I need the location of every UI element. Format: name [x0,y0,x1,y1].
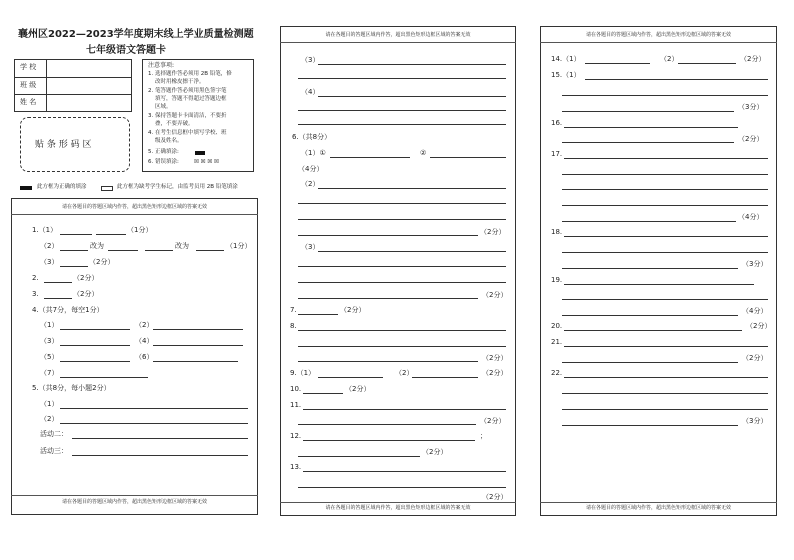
barcode-label: 贴 条 形 码 区 [35,140,92,150]
note-line: 填写，答题不得超过答题边框 [155,96,227,102]
warning-top: 请在各题目的答题区域内作答，超出黑色矩形边框区域的答案无效 [325,32,471,38]
semicolon: ； [480,432,487,440]
note-line: 3. 保持答题卡卡面清洁，不要折 [148,113,227,119]
legend-blank: 此方框为缺考学生标记，由监考员用 2B 铅笔填涂 [117,184,238,190]
warning-bottom: 请在各题目的答题区域内作答，超出黑色矩形边框区域的答案无效 [585,505,731,511]
name-label: 姓 名 [20,98,37,106]
score: （2分） [89,258,115,266]
q5-1-label: （1） [40,400,59,408]
answer-area-col3 [540,26,777,516]
q-sub-label: （3） [301,56,320,64]
q4-item: （7） [40,369,59,377]
q10-label: 10. [290,385,302,393]
q6-3-label: （3） [301,243,320,251]
q4-item: （2） [135,321,154,329]
q5-label: 5.（共8分，每小题2分） [32,384,111,392]
score: （2分） [73,290,99,298]
warning-top: 请在各题目的答题区域内作答，超出黑色矩形边框区域的答案无效 [585,32,731,38]
score: （2分） [746,322,772,330]
score: （4分） [742,307,768,315]
answer-area-col2 [280,26,516,516]
class-label: 班 级 [20,81,37,89]
q11-label: 11. [290,401,302,409]
note-line: 区域。 [155,104,172,110]
q1-2-label: （2） [40,242,59,250]
score: （2分） [345,385,371,393]
school-label: 学 校 [20,63,37,71]
q13-label: 13. [290,463,302,471]
q16-label: 16. [551,119,563,127]
warning-bottom: 请在各题目的答题区域内作答，超出黑色矩形边框区域的答案无效 [325,505,471,511]
score: （2分） [482,354,508,362]
score: （4分） [738,213,764,221]
notes-heading: 注意事项: [148,62,175,69]
note-line: 5. 正确填涂: [148,149,179,155]
note-line: 2. 笔答题作答必须用黑色签字笔 [148,88,227,94]
score: （2分） [482,291,508,299]
note-line: 4. 在考生信息框中填写学校、班 [148,130,227,136]
q14-label: 14.（1） [551,55,581,63]
q-sub-label: （4） [301,88,320,96]
q7-label: 7. [290,306,297,314]
note-line: 1. 选择题作答必须用 2B 铅笔，修 [148,71,232,77]
absent-box[interactable] [101,186,113,191]
score: （2分） [482,493,508,501]
note-line: 6. 错误填涂: [148,159,179,165]
score: （3分） [738,103,764,111]
q6-1b-label: ② [420,149,427,157]
activity2-label: 活动二： [40,430,68,438]
q9-label: 9.（1） [290,369,316,377]
score: （2分） [422,448,448,456]
score: （2分） [482,369,508,377]
q18-label: 18. [551,228,563,236]
score: （2分） [480,228,506,236]
gaiwei-text: 改为 [175,242,189,250]
q4-item: （4） [135,337,154,345]
gaiwei-text: 改为 [90,242,104,250]
q6-2-label: （2） [301,180,320,188]
score: （2分） [340,306,366,314]
score: （2分） [742,354,768,362]
filled-box-icon [20,186,32,190]
correct-fill-mark [195,151,205,155]
score: （3分） [742,417,768,425]
q19-label: 19. [551,276,563,284]
warning-bottom: 请在各题目的答题区域内作答，超出黑色矩形边框区域的答案无效 [61,499,207,505]
activity3-label: 活动三： [40,447,68,455]
score: （2分） [738,135,764,143]
score: （4分） [298,165,324,173]
q6-label: 6.（共8分） [292,133,332,141]
q9-2-label: （2） [395,369,414,377]
q4-item: （3） [40,337,59,345]
q5-2-label: （2） [40,415,59,423]
score: （3分） [742,260,768,268]
q20-label: 20. [551,322,563,330]
score: （1分） [127,226,153,234]
q8-label: 8. [290,322,297,330]
q6-1-label: （1）① [301,149,326,157]
score: （2分） [480,417,506,425]
note-line: 叠，不要弄破。 [155,121,194,127]
wrong-fill-marks: ☒ ☒ ☒ ☒ [194,159,219,165]
q4-item: （1） [40,321,59,329]
q4-item: （5） [40,353,59,361]
warning-top: 请在各题目的答题区域内作答，超出黑色矩形边框区域的答案无效 [61,204,207,210]
note-line: 改时用橡皮擦干净。 [155,79,205,85]
q1-label: 1.（1） [32,226,58,234]
q1-3-label: （3） [40,258,59,266]
q17-label: 17. [551,150,563,158]
q14-2-label: （2） [660,55,679,63]
score: （1分） [226,242,252,250]
score: （2分） [73,274,99,282]
q4-label: 4.（共7分，每空1分） [32,306,104,314]
q2-label: 2. [32,274,39,282]
q15-label: 15.（1） [551,71,581,79]
score: （2分） [740,55,766,63]
q4-item: （6） [135,353,154,361]
page-title: 襄州区2022—2023学年度期末线上学业质量检测题 [18,29,254,40]
q21-label: 21. [551,338,563,346]
legend-filled: 此方框为正确的填涂 [37,184,87,190]
q22-label: 22. [551,369,563,377]
page-subtitle: 七年级语文答题卡 [86,45,166,56]
q12-label: 12. [290,432,302,440]
q3-label: 3. [32,290,39,298]
note-line: 级及姓名。 [155,138,183,144]
